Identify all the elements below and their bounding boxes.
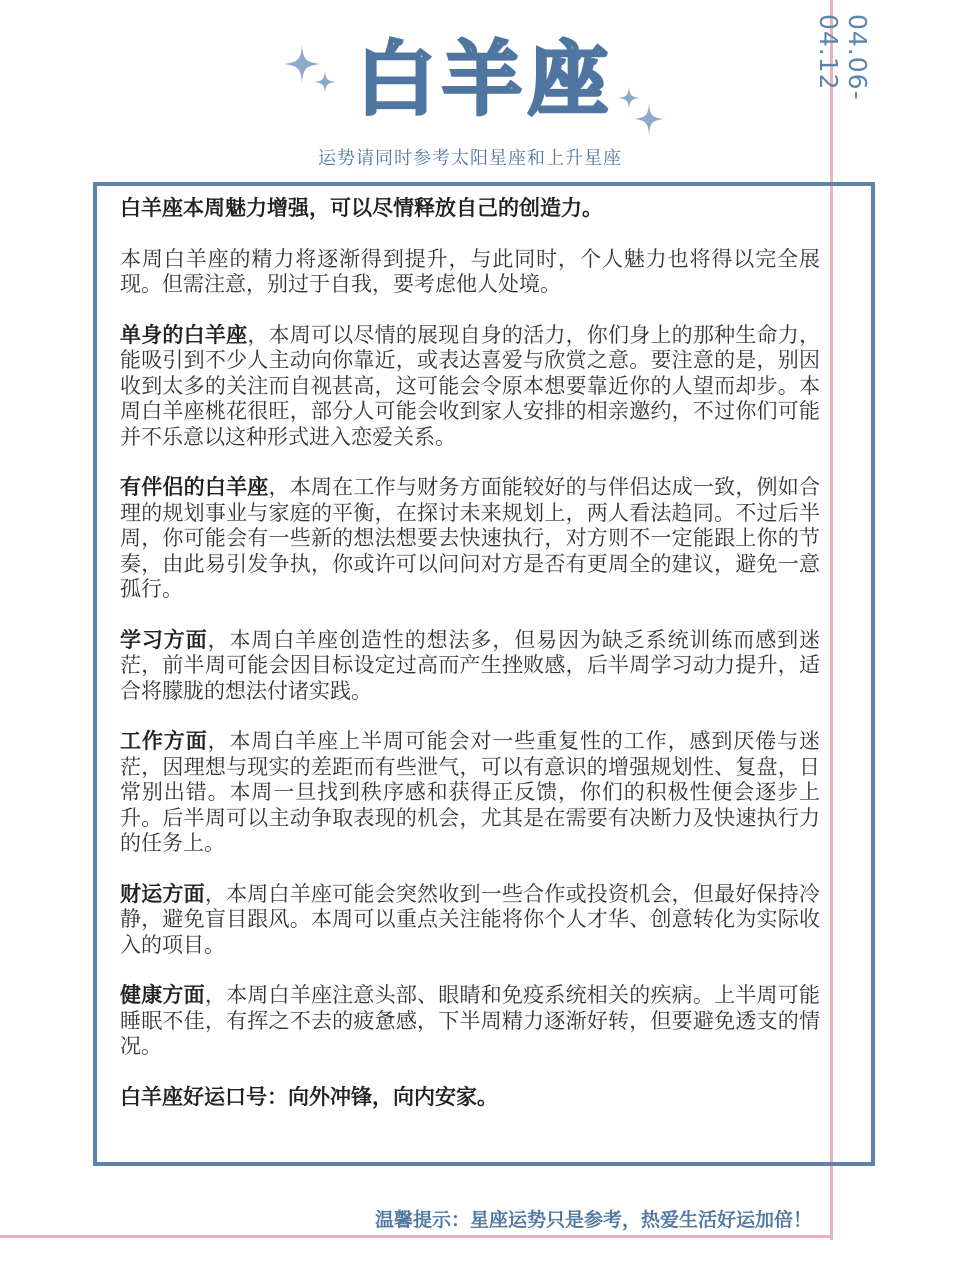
date-range: 04.06-04.12 [814, 14, 872, 101]
section-finance: 财运方面，本周白羊座可能会突然收到一些合作或投资机会，但最好保持冷静，避免盲目跟风。本周可以重点关注能将你个人才华、创意转化为实际收入的项目。 [120, 881, 820, 957]
intro-paragraph: 本周白羊座的精力将逐渐得到提升，与此同时，个人魅力也将得以完全展现。但需注意，别过于自我，要考虑他人处境。 [120, 246, 820, 296]
headline: 白羊座本周魅力增强，可以尽情释放自己的创造力。 [120, 196, 603, 220]
horoscope-content [120, 196, 820, 1135]
section-health: 健康方面，本周白羊座注意头部、眼睛和免疫系统相关的疾病。上半周可能睡眠不佳，有挥之不去的疲惫感，下半周精力逐渐好转，但要避免透支的情况。 [120, 983, 820, 1058]
section-study: 学习方面，本周白羊座创造性的想法多，但易因为缺乏系统训练而感到迷茫，前半周可能会因目标设定过高而产生挫败感，后半周学习动力提升，适合将朦胧的想法付诸实践。 [120, 627, 821, 703]
section-partnered: 有伴侣的白羊座，本周在工作与财务方面能较好的与伴侣达成一致，例如合理的规划事业与家庭的平衡，在探讨未来规划上，两人看法趋同。不过后半周，你可能会有一些新的想法想要去快速执行，对方则不一定能跟上你的节奏，由此易引发争执，你或许可以问问对方是否有更周全的建议，避免一意孤行。 [120, 475, 820, 601]
section-work: 工作方面，本周白羊座上半周可能会对一些重复性的工作，感到厌倦与迷茫，因理想与现实的差距而有些泄气，可以有意识的增强规划性、复盘，日常别出错。本周一旦找到秩序感和获得正反馈，你们的积极性便会逐步上升。后半周可以主动争取表现的机会，尤其是在需要有决断力及快速执行力的任务上。 [120, 729, 821, 855]
sparkle-icon [314, 70, 336, 94]
footer-tip: 温馨提示：星座运势只是参考，热爱生活好运加倍！ [374, 1209, 812, 1231]
sparkle-icon [634, 102, 664, 136]
section-single: 单身的白羊座，本周可以尽情的展现自身的活力，你们身上的那种生命力，能吸引到不少人主动向你靠近，或表达喜爱与欣赏之意。要注意的是，别因收到太多的关注而自视甚高，这可能会令原本想要靠近你的人望而却步。本周白羊座桃花很旺，部分人可能会收到家人安排的相亲邀约，不过你们可能并不乐意以这种形式进入恋爱关系。 [120, 322, 820, 449]
page-title: 白羊座 [356, 33, 614, 126]
pink-horizontal-line [0, 1235, 833, 1238]
subtitle: 运势请同时参考太阳星座和上升星座 [318, 148, 622, 169]
lucky-slogan: 白羊座好运口号：向外冲锋，向内安家。 [120, 1084, 498, 1109]
